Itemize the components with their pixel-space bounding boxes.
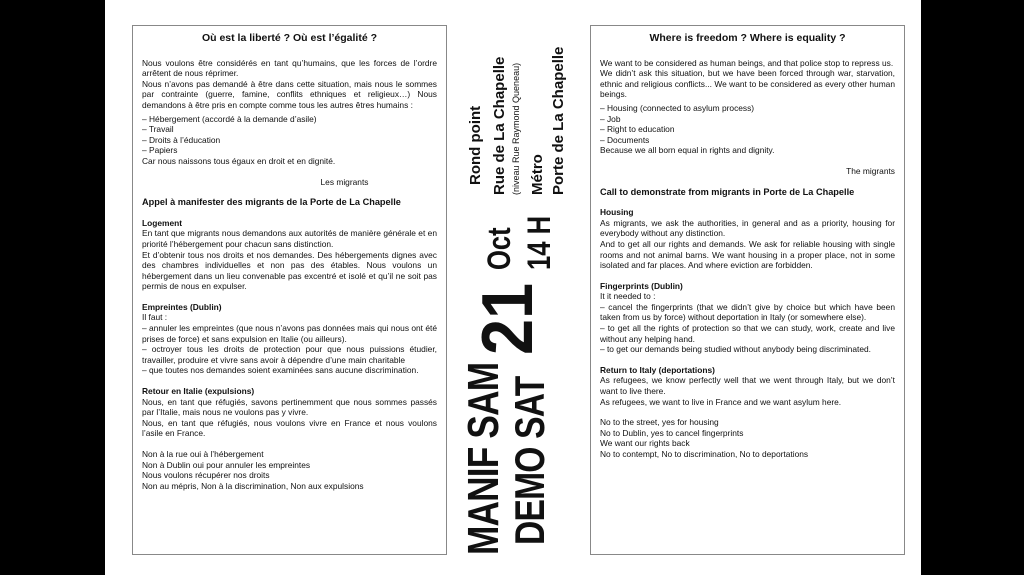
english-housing-heading: Housing	[600, 207, 634, 218]
french-housing-1: En tant que migrants nous demandons aux autorités de manière générale et en priorité l’hébergement pour chacun sans distinction.	[142, 228, 437, 249]
time-label: 14 H	[521, 215, 557, 270]
english-list-item: – Housing (connected to asylum process)	[600, 102, 755, 113]
french-fingerprints-intro: Il faut :	[142, 312, 168, 323]
french-list-item: – Droits à l’éducation	[142, 134, 221, 145]
french-list-item: – Papiers	[142, 145, 178, 156]
location-line-4: Métro	[529, 154, 546, 195]
month-label: Oct	[481, 227, 517, 270]
english-intro-2: We didn’t ask this situation, but we have been forced through war, starvation, ethnic and religious conflicts... We want to be considered as every other human beings.	[600, 68, 895, 100]
manif-label: MANIF SAM	[459, 362, 508, 555]
french-housing-heading: Logement	[142, 217, 183, 228]
location-line-2: Rue de La Chapelle	[491, 56, 508, 195]
english-housing-1: As migrants, we ask the authorities, in general and as a priority, housing for everybody without any distinction.	[600, 217, 895, 239]
english-slogan: No to contempt, No to discrimination, No to deportations	[600, 449, 809, 459]
english-return-1: As refugees, we know perfectly well that we went through Italy, but we don’t want to live there.	[600, 375, 895, 397]
event-banner	[457, 25, 581, 555]
english-fingerprints-heading: Fingerprints (Dublin)	[600, 280, 683, 291]
location-line-5: Porte de La Chapelle	[550, 46, 567, 195]
french-slogan: Non à la rue oui à l’hébergement	[142, 449, 264, 459]
english-call-heading: Call to demonstrate from migrants in Porte de La Chapelle	[600, 186, 855, 197]
french-call-heading: Appel à manifester des migrants de la Porte de La Chapelle	[142, 197, 401, 208]
french-intro: Nous voulons être considérés en tant qu’humains, que les forces de l’ordre arrêtent de nous réprimer.	[142, 57, 437, 79]
french-fingerprints-1: – annuler les empreintes (que nous n’avons pas données mais qui nous ont été prises de force) et sans expulsion en Italie (ou ailleurs).	[142, 323, 437, 344]
french-fingerprints-3: – que toutes nos demandes soient examinées sans aucune discrimination.	[142, 365, 419, 376]
english-signature: The migrants	[846, 165, 895, 176]
english-return-heading: Return to Italy (deportations)	[600, 364, 715, 375]
english-equal: Because we all born equal in rights and dignity.	[600, 145, 775, 156]
english-return-2: As refugees, we want to live in France and we want asylum here.	[600, 396, 842, 407]
french-fingerprints-2: – octroyer tous les droits de protection pour que nous puissions étudier, travailler, produire et vivre sans avoir à dépendre d’une main charitable	[142, 344, 437, 365]
demo-label: DEMO SAT	[506, 376, 553, 545]
flyer-sheet	[105, 0, 921, 575]
english-title: Where is freedom ? Where is equality ?	[649, 32, 846, 44]
french-list-item: – Hébergement (accordé à la demande d’asile)	[142, 113, 317, 124]
french-housing-2: Et d’obtenir tous nos droits et nos demandes. Des hébergements dignes avec des chambres individuelles et non pas des étables. Nous voulons un hébergement dans un lieu convenable pas excentré et isolé et qu’il ne soit pas permis de nous en expulser.	[142, 249, 437, 292]
french-slogan: Non au mépris, Non à la discrimination, Non aux expulsions	[142, 480, 364, 491]
english-list-item: – Right to education	[600, 124, 675, 135]
french-return-2: Nous, en tant que réfugiés, nous voulons vivre en France et nous voulons l’asile en France.	[142, 417, 437, 439]
day-number: 21	[468, 282, 548, 355]
french-panel	[132, 25, 447, 555]
french-return-heading: Retour en Italie (expulsions)	[142, 386, 255, 397]
english-slogan: No to the street, yes for housing	[600, 417, 719, 428]
location-line-3: (niveau Rue Raymond Queneau)	[511, 62, 521, 195]
french-return-1: Nous, en tant que réfugiés, savons pertinemment que nous sommes passés par l’Italie, mais nous ne voulons pas y vivre.	[142, 396, 437, 418]
english-slogan: We want our rights back	[600, 438, 690, 449]
french-title: Où est la liberté ? Où est l’égalité ?	[201, 32, 378, 44]
english-fingerprints-2: – to get all the rights of protection so that we can study, work, create and live without any helping hand.	[600, 323, 895, 344]
english-fingerprints-intro: It it needed to :	[600, 291, 656, 302]
location-line-1: Rond point	[467, 105, 484, 185]
english-intro: We want to be considered as human beings, and that police stop to repress us.	[600, 57, 894, 68]
english-slogan: No to Dublin, yes to cancel fingerprints	[600, 427, 744, 438]
english-housing-2: And to get all our rights and demands. We ask for reliable housing with single rooms and not animal barns. We want housing in a proper place, not in some isolated and far places. And where eviction are forbidden.	[600, 238, 895, 271]
french-slogan: Non à Dublin oui pour annuler les empreintes	[142, 459, 311, 470]
english-panel	[590, 25, 905, 555]
english-fingerprints-3: – to get our demands being studied without anybody being discriminated.	[600, 344, 871, 355]
french-slogan: Nous voulons récupérer nos droits	[142, 470, 270, 481]
english-fingerprints-1: – cancel the fingerprints (that we didn’t give by choice but which have been taken from us by force) without deportation in Italy (or somewhere else).	[600, 301, 895, 323]
english-list-item: – Job	[600, 113, 621, 124]
english-list-item: – Documents	[600, 134, 650, 145]
french-fingerprints-heading: Empreintes (Dublin)	[142, 301, 222, 312]
french-equal: Car nous naissons tous égaux en droit et en dignité.	[142, 155, 336, 166]
french-signature: Les migrants	[320, 176, 369, 187]
french-intro-2: Nous n’avons pas demandé à être dans cette situation, mais nous le sommes par contrainte (guerre, famine, conflits ethniques et religieux…) Nous demandons à être pris en compte comme tous les autres êtres humains :	[142, 78, 437, 110]
french-list-item: – Travail	[142, 124, 174, 135]
